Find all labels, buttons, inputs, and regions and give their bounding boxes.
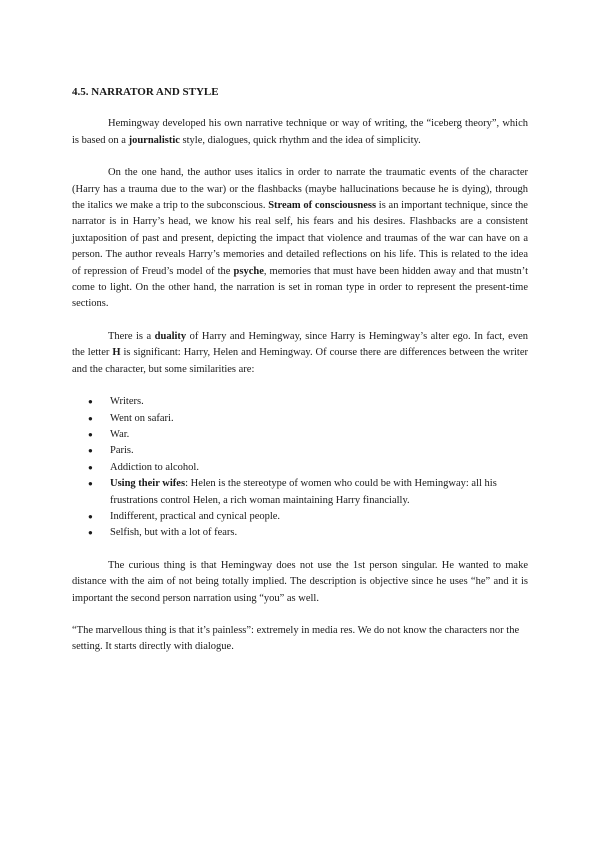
p3-text-a: There is a bbox=[108, 330, 155, 342]
paragraph-in-media-res: “The marvellous thing is that it’s painless”: extremely in media res. We do not know the characters nor the setting. It starts directly with dialogue. bbox=[72, 624, 520, 653]
list-item bbox=[72, 476, 528, 509]
list-item: ● Paris. bbox=[72, 443, 528, 459]
p1-bold-journalistic: journalistic bbox=[128, 134, 180, 146]
section-heading: 4.5. NARRATOR AND STYLE bbox=[72, 86, 219, 98]
p3-bold-duality: duality bbox=[154, 330, 187, 342]
paragraph-iceberg-theory bbox=[72, 116, 528, 149]
p3-text-c: of Harry and Hemingway, since Harry is Hemingway’s alter ego. In fact, even the letter bbox=[72, 330, 528, 359]
paragraph-stream-of-consciousness bbox=[72, 165, 528, 313]
p2-text-a: On the one hand, the author uses italics in order to narrate the traumatic events of the character (Harry has a trauma due to the war) or the flashbacks (maybe hallucinations because he is dying), through the italics we make a trip to the subconscious. bbox=[72, 167, 528, 212]
list-item: ● Indifferent, practical and cynical people. bbox=[72, 509, 528, 525]
p2-bold-psyche: psyche bbox=[233, 265, 264, 277]
p1-text-a: Hemingway developed his own narrative technique or way of writing, the “iceberg theory”, which is based on a bbox=[72, 118, 528, 146]
list-item: ● Writers. bbox=[72, 394, 528, 410]
list-item: ● War. bbox=[72, 427, 528, 443]
p1-text-c: style, dialogues, quick rhythm and the idea of simplicity. bbox=[179, 134, 421, 146]
p3-bold-h: H bbox=[112, 347, 121, 359]
p2-bold-stream: Stream of consciousness bbox=[268, 200, 377, 212]
similarities-list bbox=[72, 394, 528, 542]
list-item: ● Selfish, but with a lot of fears. bbox=[72, 525, 528, 541]
paragraph-duality bbox=[72, 329, 528, 378]
list-item: ● Addiction to alcohol. bbox=[72, 460, 528, 476]
p3-text-d: is significant: Harry, Helen and Hemingway. Of course there are differences between the writer and the character, but some similarities are: bbox=[72, 347, 528, 375]
p2-text-d: , memories that must have been hidden away and that mustn’t come to light. On the other hand, the narration is set in roman type in order to represent the present-time sections. bbox=[72, 265, 529, 310]
p2-text-c: is an important technique, since the narrator is in Harry’s head, we know his real self, his fears and his desires. Flashbacks are a consistent juxtaposition of past and present, depicting the impact that violence and traumas of the war can have on a person. The author reveals Harry’s memories and detailed reflections on his life. This is related to the idea of repression of Freud’s model of the bbox=[72, 200, 528, 277]
paragraph-narration-person: The curious thing is that Hemingway does not use the 1st person singular. He wanted to make distance with the aim of not being totally implied. The description is objective since he uses “he” and it is important the second person narration using “you” as well. bbox=[72, 559, 528, 604]
list-item-rest: : Helen is the stereotype of women who could be with Hemingway: all his frustrations control Helen, a rich woman maintaining Harry financially. bbox=[110, 478, 497, 506]
list-item-bold: Using their wifes bbox=[110, 478, 186, 490]
document-page bbox=[72, 84, 528, 672]
list-item: ● Went on safari. bbox=[72, 411, 528, 427]
